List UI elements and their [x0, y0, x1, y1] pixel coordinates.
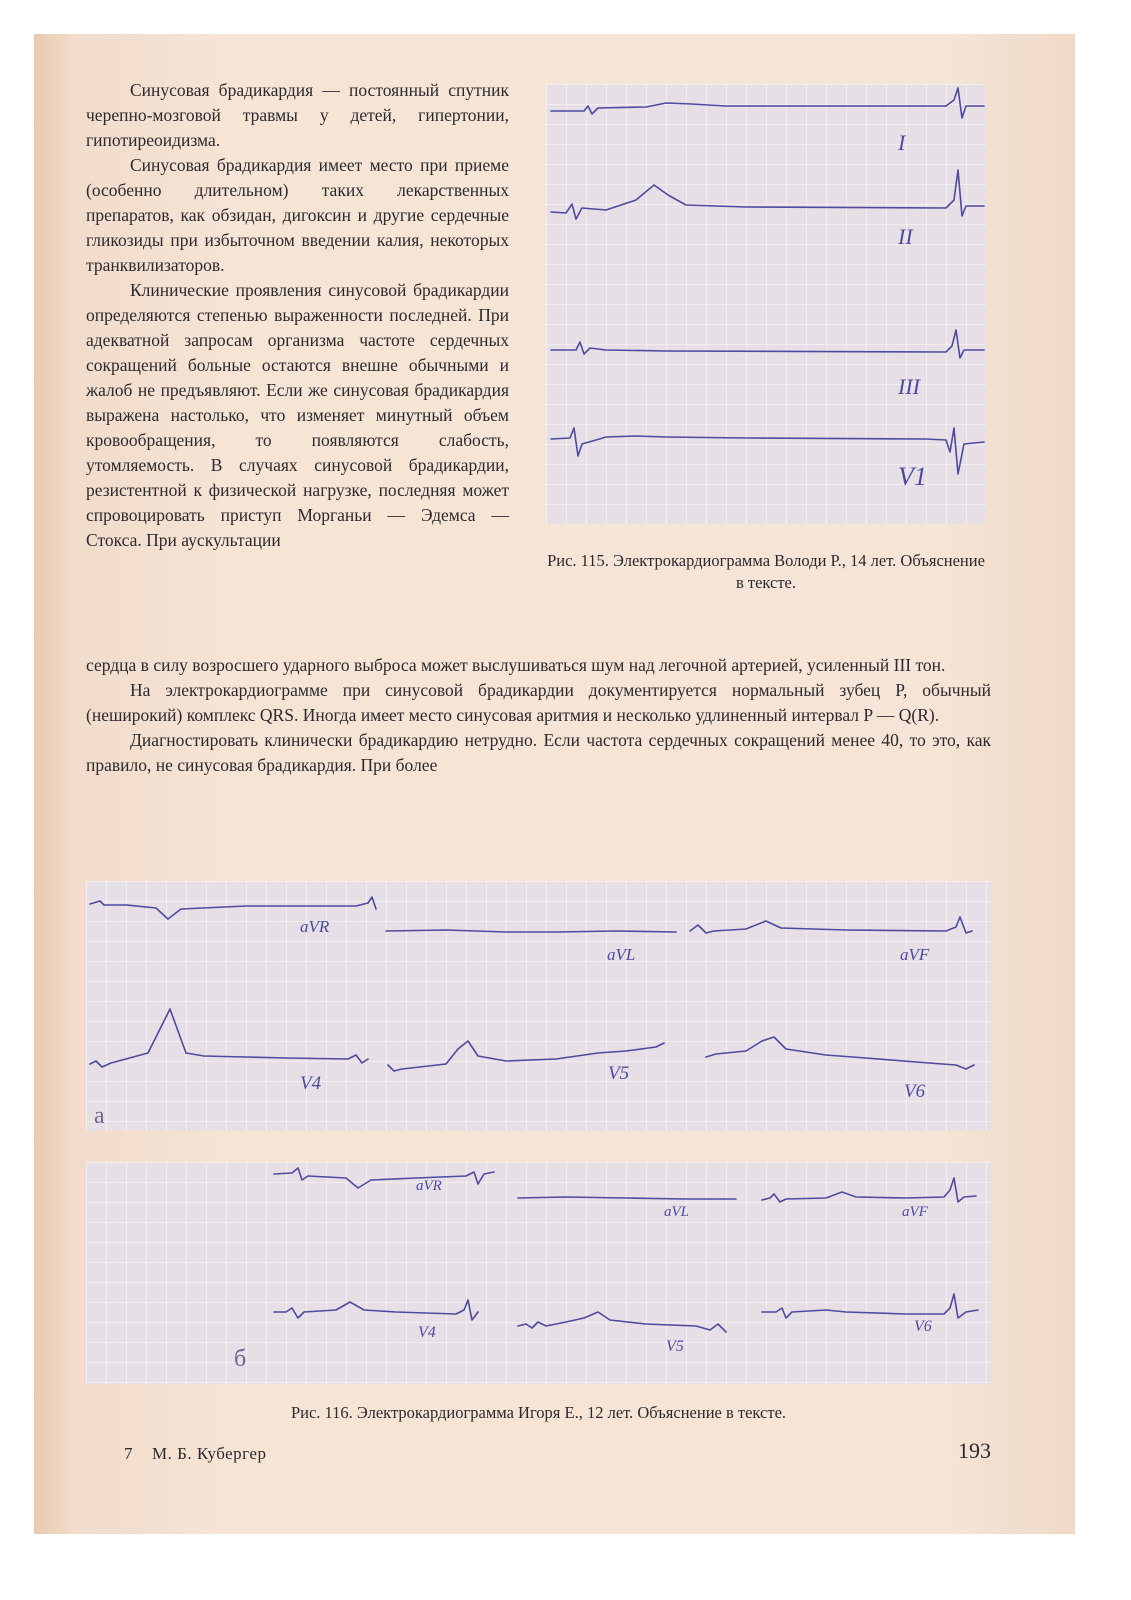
lead-label-b-V6: V6 — [914, 1318, 932, 1335]
lead-label-b-aVL: aVL — [664, 1204, 690, 1220]
figure-115-caption: Рис. 115. Электрокардиограмма Володи Р., 14 лет. Объяснение в тексте. — [547, 551, 985, 592]
page-number: 193 — [958, 1438, 991, 1463]
ecg-traces-116b — [86, 1162, 991, 1384]
lead-label-a-V5: V5 — [608, 1063, 630, 1084]
ecg-figure-116-panel-a — [86, 881, 991, 1131]
lead-label-b-V4: V4 — [418, 1324, 436, 1341]
lead-label-a-aVF: aVF — [900, 945, 930, 964]
signature-mark: 7 — [124, 1444, 133, 1463]
text-full-width — [86, 653, 991, 778]
ecg-trace-b-aVF — [762, 1178, 976, 1202]
ecg-trace-b-aVR — [274, 1168, 494, 1188]
author-name: М. Б. Кубергер — [152, 1444, 267, 1463]
lead-label-a-V6: V6 — [904, 1081, 926, 1102]
ecg-figure-115 — [546, 84, 986, 524]
lead-label-b-V5: V5 — [666, 1338, 684, 1355]
paragraph-3-end: сердца в силу возросшего ударного выброса может выслушиваться шум над легочной артерией, усиленный III тон. — [86, 655, 946, 675]
book-page — [34, 34, 1075, 1534]
ecg-traces-116a — [86, 881, 991, 1131]
ecg-trace-a-aVF — [690, 917, 972, 933]
ecg-traces-115 — [546, 84, 986, 524]
paragraph-4: На электрокардиограмме при синусовой брадикардии документируется нормальный зубец P, обычный (неширокий) комплекс QRS. Иногда имеет место синусовая аритмия и несколько удлиненный интервал P — Q(R). — [86, 680, 991, 725]
ecg-trace-b-aVL — [518, 1197, 736, 1199]
paragraph-5: Диагностировать клинически брадикардию нетрудно. Если частота сердечных сокращений менее 40, то это, как правило, не синусовая брадикардия. При более — [86, 730, 991, 775]
ecg-trace-a-V4 — [90, 1009, 368, 1067]
ecg-trace-lead-I — [551, 88, 984, 118]
paragraph-1: Синусовая брадикардия — постоянный спутник черепно-мозговой травмы у детей, гипертонии, гипотиреоидизма. — [86, 80, 509, 150]
lead-label-V1: V1 — [898, 462, 927, 491]
ecg-trace-lead-III — [551, 330, 984, 358]
text-column — [86, 78, 509, 553]
panel-label-a: а — [94, 1103, 105, 1129]
lead-label-b-aVF: aVF — [902, 1204, 928, 1220]
paragraph-3-start: Клинические проявления синусовой брадикардии определяются степенью выраженности последней. При адекватной запросам организма частоте сердечных сокращений больные остаются внешне обычными и жалоб не предъявляют. Если же синусовая брадикардия выражена настолько, что изменяет минутный объем кровообращения, то появляются слабость, утомляемость. В случаях синусовой брадикардии, резистентной к физической нагрузке, последняя может спровоцировать приступ Морганьи — Эдемса — Стокса. При аускультации — [86, 280, 509, 550]
lead-label-b-aVR: aVR — [416, 1178, 442, 1194]
ecg-trace-lead-II — [551, 170, 984, 219]
lead-label-a-aVL: aVL — [607, 945, 636, 964]
figure-116-caption: Рис. 116. Электрокардиограмма Игоря Е., 12 лет. Объяснение в тексте. — [290, 1403, 787, 1422]
lead-label-a-aVR: aVR — [300, 917, 330, 936]
lead-label-III: III — [898, 374, 920, 399]
ecg-trace-a-aVR — [90, 897, 376, 919]
lead-label-a-V4: V4 — [300, 1073, 322, 1094]
lead-label-I: I — [898, 130, 906, 155]
ecg-trace-a-aVL — [386, 930, 676, 932]
ecg-trace-b-V5 — [518, 1312, 726, 1332]
ecg-figure-116-panel-b — [86, 1162, 991, 1384]
ecg-trace-b-V6 — [762, 1294, 978, 1318]
panel-label-b: б — [234, 1346, 247, 1372]
ecg-trace-b-V4 — [274, 1300, 478, 1320]
paragraph-2: Синусовая брадикардия имеет место при приеме (особенно длительном) таких лекарственных препаратов, как обзидан, дигоксин и другие сердечные гликозиды при избыточном введении калия, некоторых транквилизаторов. — [86, 155, 509, 275]
ecg-trace-a-V6 — [706, 1037, 974, 1069]
lead-label-II: II — [898, 224, 913, 249]
